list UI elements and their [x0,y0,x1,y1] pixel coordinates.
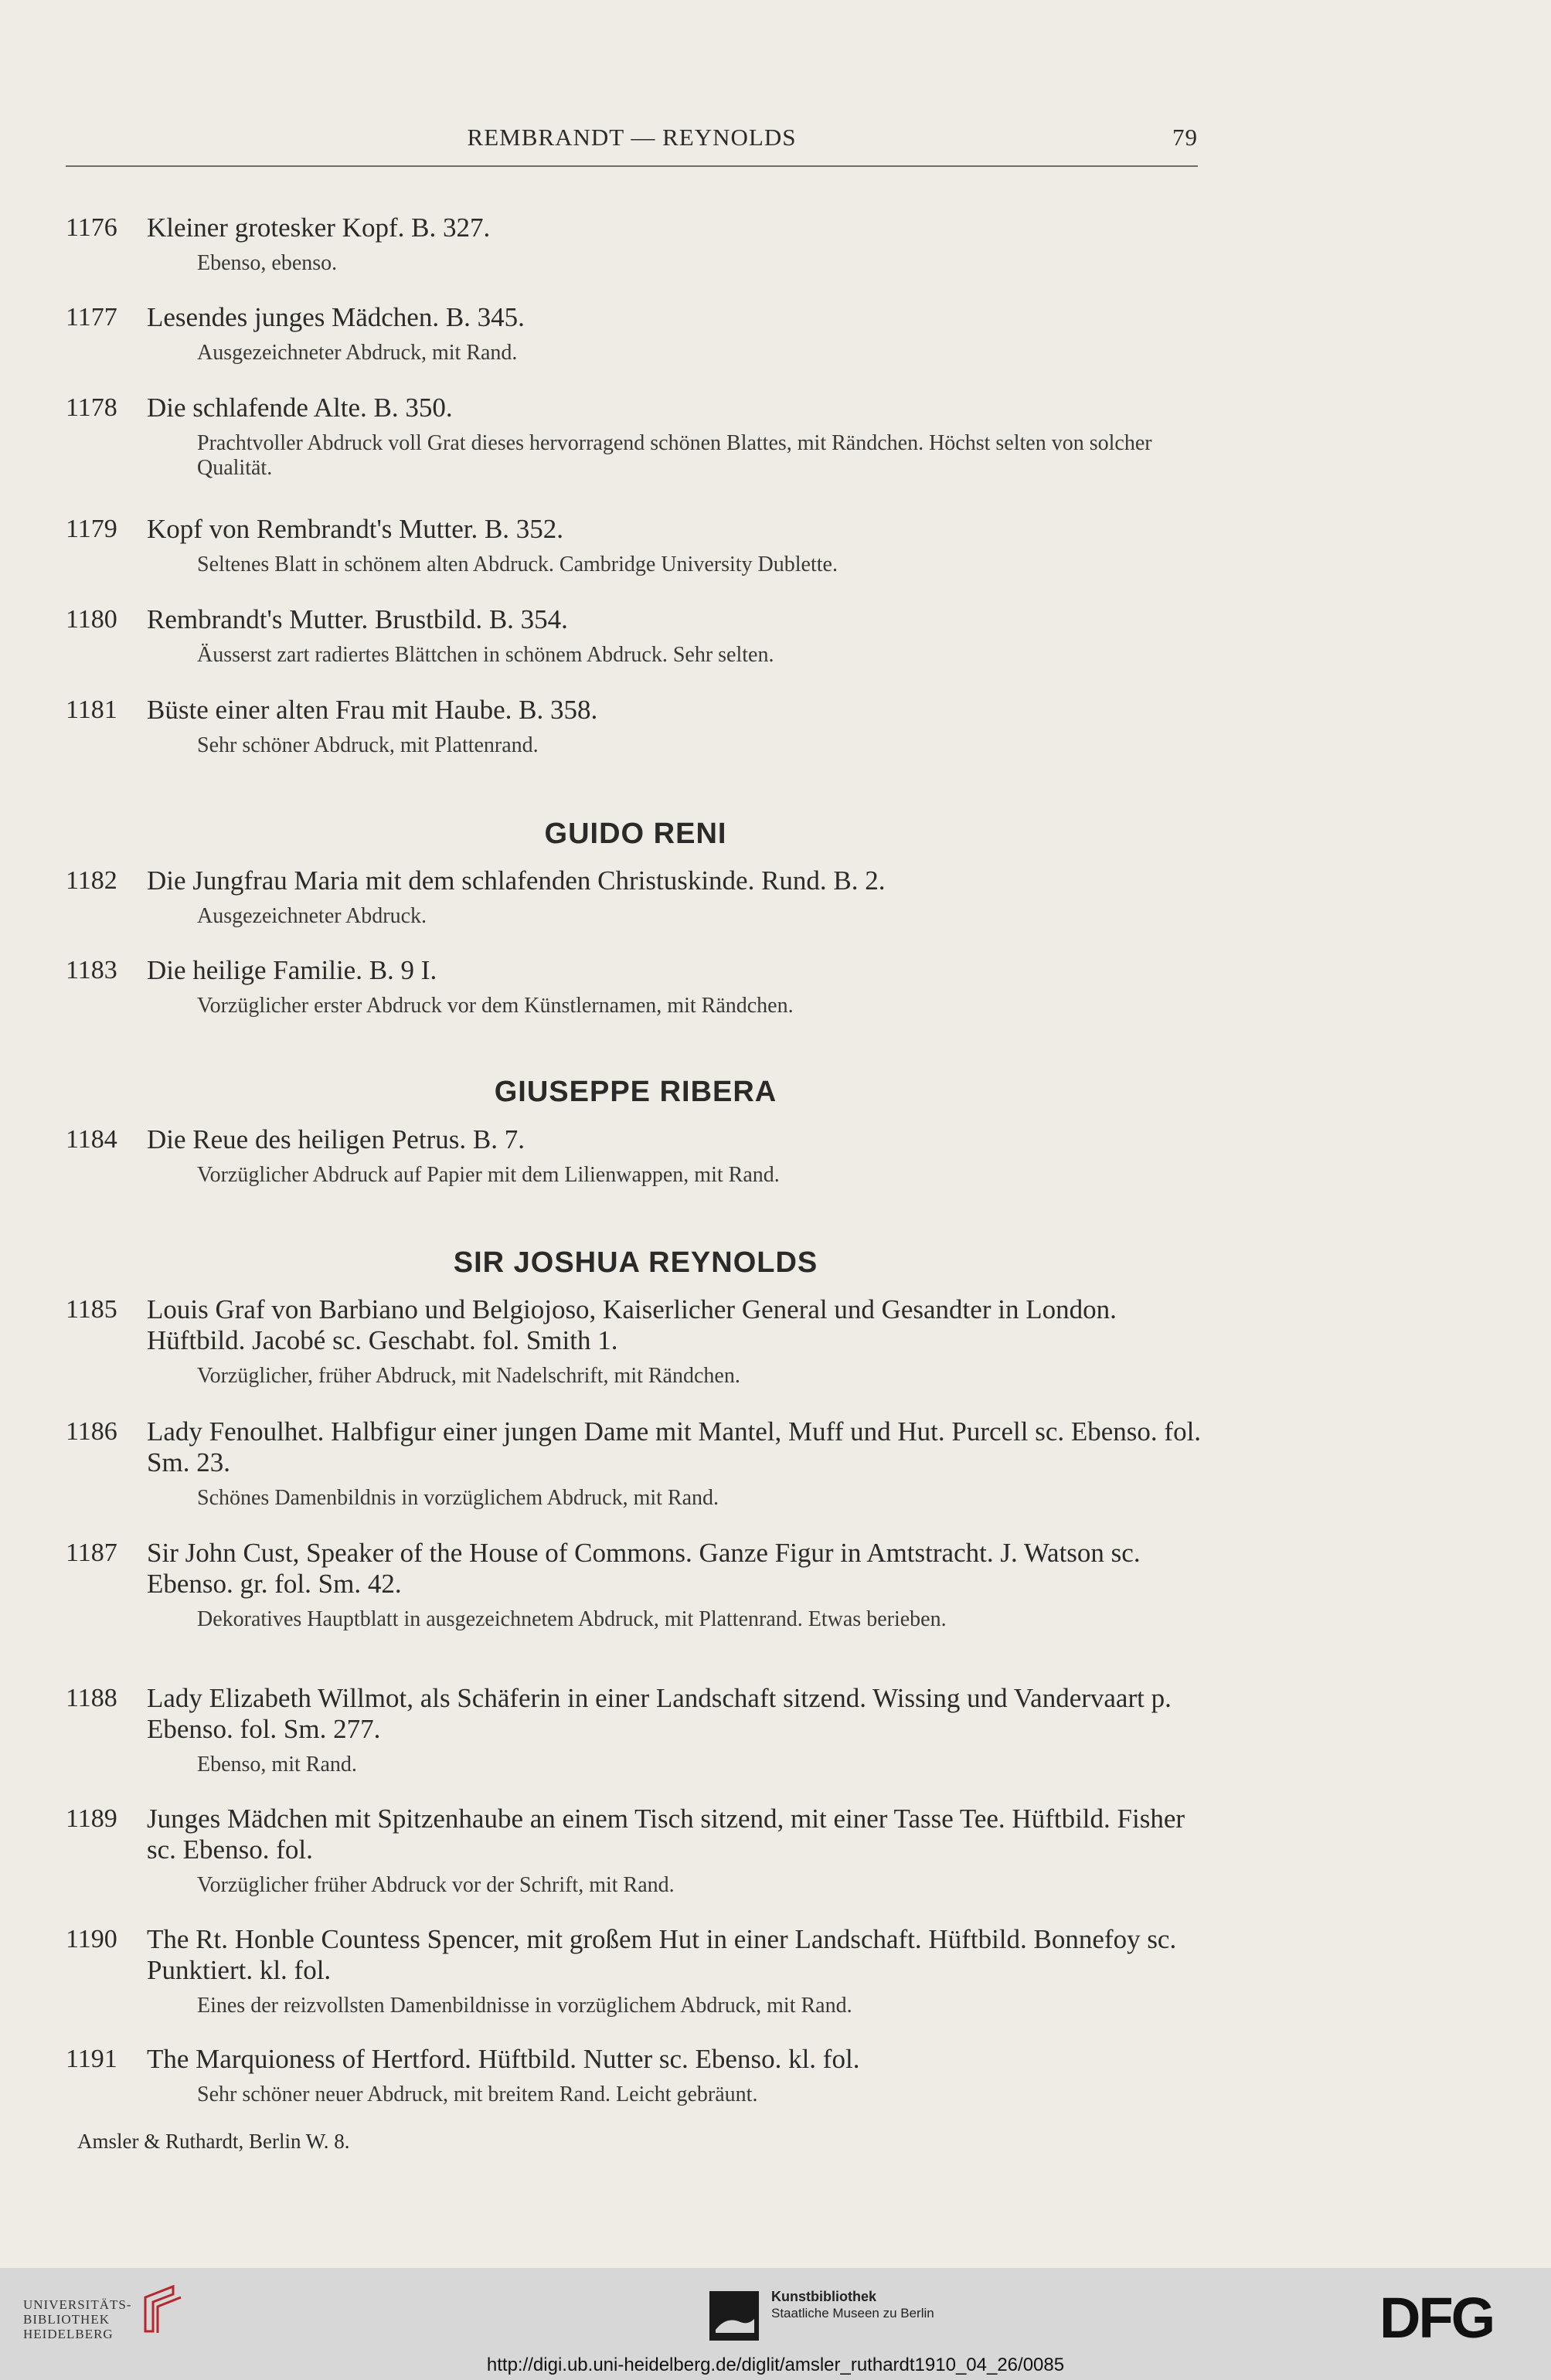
page-number: 79 [1172,124,1198,151]
heidelberg-line: HEIDELBERG [23,2327,114,2341]
entry-number: 1189 [66,1804,117,1833]
entry-title: Junges Mädchen mit Spitzenhaube an einem Tisch sitzend, mit einer Tasse Tee. Hüftbild. Fisher sc. Ebenso. fol. [147,1804,1185,1865]
kunstbibliothek-subtitle: Staatliche Museen zu Berlin [771,2306,934,2320]
entry-title: Louis Graf von Barbiano und Belgiojoso, Kaiserlicher General und Gesandter in London. Hüftbild. Jacobé sc. Geschabt. fol. Smith 1. [147,1294,1117,1355]
entry-note: Vorzüglicher erster Abdruck vor dem Künstlernamen, mit Rändchen. [197,994,794,1018]
entry-title: Die heilige Familie. B. 9 I. [147,955,437,985]
section-heading: GIUSEPPE RIBERA [494,1076,777,1108]
entry-number: 1187 [66,1538,117,1567]
entry-title: Die schlafende Alte. B. 350. [147,393,453,423]
entry-note: Vorzüglicher, früher Abdruck, mit Nadelschrift, mit Rändchen. [197,1364,740,1388]
entry-number: 1183 [66,956,117,984]
digitization-footer [0,2268,1551,2380]
entry-number: 1190 [66,1925,117,1953]
kunstbibliothek-title: Kunstbibliothek [771,2289,876,2304]
entry-title: Lady Fenoulhet. Halbfigur einer jungen Dame mit Mantel, Muff und Hut. Purcell sc. Ebenso. fol. Sm. 23. [147,1416,1202,1477]
entry-number: 1181 [66,695,117,724]
entry-number: 1184 [66,1125,117,1154]
entry-note: Vorzüglicher früher Abdruck vor der Schrift, mit Rand. [197,1873,675,1897]
entry-title: The Rt. Honble Countess Spencer, mit großem Hut in einer Landschaft. Hüftbild. Bonnefoy sc. Punktiert. kl. fol. [147,1924,1177,1985]
entry-number: 1178 [66,393,117,422]
entry-title: Kopf von Rembrandt's Mutter. B. 352. [147,514,564,544]
entry-title: Rembrandt's Mutter. Brustbild. B. 354. [147,604,568,634]
entry-title: Die Jungfrau Maria mit dem schlafenden Christuskinde. Rund. B. 2. [147,865,886,896]
entry-title: Lesendes junges Mädchen. B. 345. [147,302,525,332]
dfg-logo: DFG [1379,2286,1494,2350]
permalink-url[interactable]: http://digi.ub.uni-heidelberg.de/diglit/amsler_ruthardt1910_04_26/0085 [486,2354,1065,2375]
entry-title: Lady Elizabeth Willmot, als Schäferin in einer Landschaft sitzend. Wissing und Vandervaart p. Ebenso. fol. Sm. 277. [147,1683,1172,1744]
entry-number: 1185 [66,1295,117,1324]
entry-title: Kleiner grotesker Kopf. B. 327. [147,212,491,243]
entry-number: 1182 [66,866,117,895]
entry-note: Ausgezeichneter Abdruck. [197,904,427,928]
heidelberg-line: UNIVERSITÄTS- [23,2297,132,2312]
heidelberg-line: BIBLIOTHEK [23,2312,110,2327]
entry-number: 1180 [66,605,117,634]
entry-title: Sir John Cust, Speaker of the House of Commons. Ganze Figur in Amtstracht. J. Watson sc. Ebenso. gr. fol. Sm. 42. [147,1538,1141,1599]
entry-title: Büste einer alten Frau mit Haube. B. 358. [147,695,598,725]
entry-note: Eines der reizvollsten Damenbildnisse in vorzüglichem Abdruck, mit Rand. [197,1994,852,2018]
entry-number: 1186 [66,1417,117,1446]
kunstbibliothek-name [771,2288,934,2322]
entry-number: 1191 [66,2045,117,2073]
section-heading: SIR JOSHUA REYNOLDS [453,1246,818,1279]
running-head-title: REMBRANDT — REYNOLDS [467,124,797,151]
entry-note: Seltenes Blatt in schönem alten Abdruck. Cambridge University Dublette. [197,552,838,576]
entry-title: Die Reue des heiligen Petrus. B. 7. [147,1124,525,1154]
entry-title: The Marquioness of Hertford. Hüftbild. Nutter sc. Ebenso. kl. fol. [147,2044,860,2074]
entry-note: Sehr schöner Abdruck, mit Plattenrand. [197,733,539,757]
entry-number: 1177 [66,303,117,332]
entry-note: Schönes Damenbildnis in vorzüglichem Abdruck, mit Rand. [197,1486,719,1510]
printer-imprint: Amsler & Ruthardt, Berlin W. 8. [77,2130,350,2153]
entry-note: Äusserst zart radiertes Blättchen in schönem Abdruck. Sehr selten. [197,643,774,667]
kunstbibliothek-logo-icon [709,2291,759,2341]
entry-note: Prachtvoller Abdruck voll Grat dieses hervorragend schönen Blattes, mit Rändchen. Höchst selten von solcher Qualität. [197,431,1152,480]
header-rule [66,165,1198,167]
heidelberg-library-name [23,2297,132,2341]
entry-note: Dekoratives Hauptblatt in ausgezeichnetem Abdruck, mit Plattenrand. Etwas berieben. [197,1607,947,1631]
entry-note: Ebenso, mit Rand. [197,1753,357,1776]
section-heading: GUIDO RENI [544,818,727,850]
entry-note: Ebenso, ebenso. [197,251,338,275]
entry-number: 1188 [66,1684,117,1712]
entry-note: Vorzüglicher Abdruck auf Papier mit dem Lilienwappen, mit Rand. [197,1163,780,1187]
heidelberg-logo-icon [139,2283,185,2338]
entry-note: Ausgezeichneter Abdruck, mit Rand. [197,341,518,365]
entry-number: 1179 [66,515,117,543]
entry-number: 1176 [66,213,117,242]
entry-note: Sehr schöner neuer Abdruck, mit breitem Rand. Leicht gebräunt. [197,2082,758,2106]
